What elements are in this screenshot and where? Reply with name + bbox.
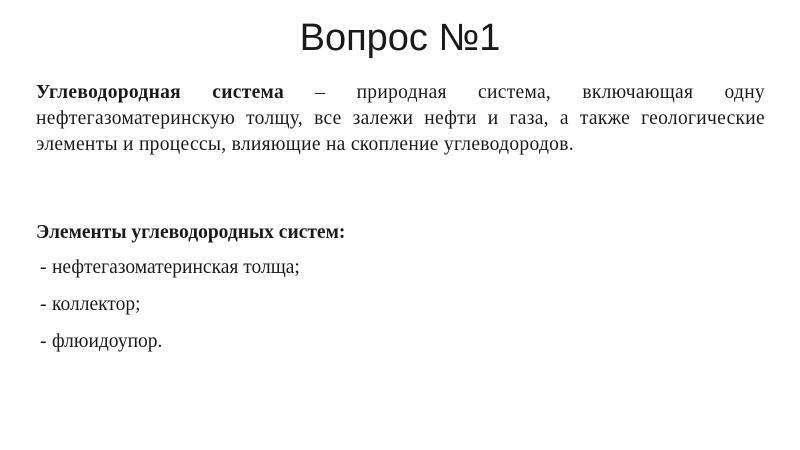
list-item: [40, 292, 300, 318]
list-item-text: флюидоупор.: [52, 331, 163, 352]
slide-title: Вопрос №1: [299, 17, 501, 59]
definition-text: природная система, включающая одну нефтегазоматеринскую толщу, все залежи нефти и газа, а также геологические элементы и процессы, влияющие на скопление углеводородов.: [36, 82, 765, 155]
definition-term: Углеводородная система: [36, 82, 285, 103]
bullet-dash: -: [40, 331, 47, 352]
list-item: [40, 255, 300, 281]
bullet-dash: -: [40, 294, 47, 315]
elements-list: [40, 255, 300, 366]
list-item-text: нефтегазоматеринская толща;: [52, 257, 300, 278]
definition-separator: –: [284, 82, 357, 103]
list-item: [40, 329, 300, 355]
definition-paragraph: [36, 80, 765, 158]
elements-heading: Элементы углеводородных систем:: [36, 222, 346, 243]
list-item-text: коллектор;: [52, 294, 141, 315]
bullet-dash: -: [40, 257, 47, 278]
